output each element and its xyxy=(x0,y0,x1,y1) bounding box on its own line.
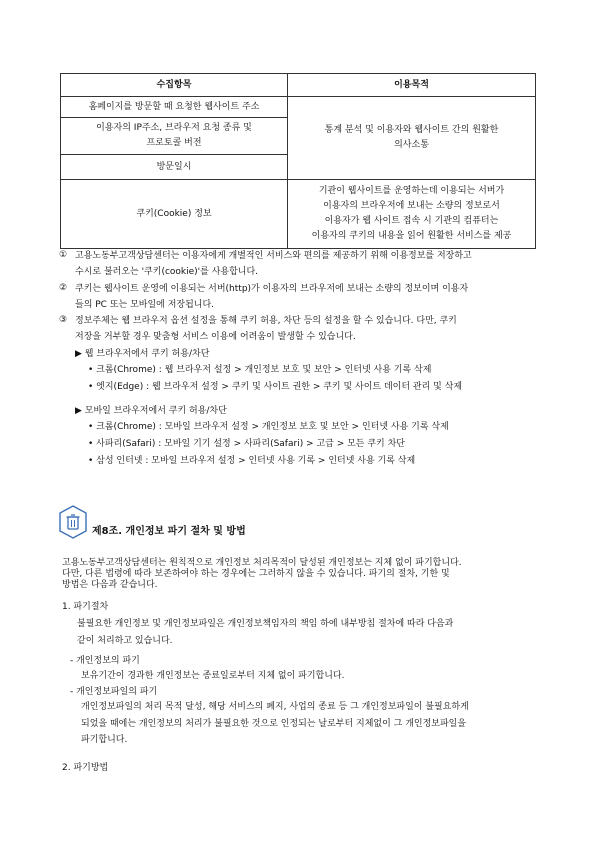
cell-line: 이용자의 IP주소, 브라우저 요청 종류 및 xyxy=(96,123,252,133)
intro-line: 방법은 다음과 같습니다. xyxy=(62,580,158,590)
note-marker: ① xyxy=(58,250,68,260)
note-line: 정보주체는 웹 브라우저 옵션 설정을 통해 쿠키 허용, 차단 등의 설정을 할 수 있습니다. 다만, 쿠키 xyxy=(75,316,457,326)
subsection-title: 1. 파기절차 xyxy=(62,602,109,612)
cookie-info-table xyxy=(60,73,536,249)
cell-line: 이용자가 웹 사이트 접속 시 기관의 컴퓨터는 xyxy=(324,216,499,226)
detail-text: 되었을 때에는 개인정보의 처리가 불필요한 것으로 인정되는 날로부터 지체없이 그 개인정보파일을 xyxy=(81,719,467,729)
table-cell: 방문일시 xyxy=(61,155,288,180)
list-item: • 크롬(Chrome) : 모바일 브라우저 설정 > 개인정보 보호 및 보안 > 인터넷 사용 기록 삭제 xyxy=(88,422,449,432)
note-marker: ③ xyxy=(58,315,68,325)
detail-text: 파기합니다. xyxy=(81,735,128,745)
table-cell-purpose xyxy=(288,97,536,180)
table-cell xyxy=(61,118,288,155)
list-item: • 삼성 인터넷 : 모바일 브라우저 설정 > 인터넷 사용 기록 > 인터넷 사용 기록 삭제 xyxy=(88,456,416,466)
detail-text: 개인정보파일의 처리 목적 달성, 해당 서비스의 폐지, 사업의 종료 등 그 개인정보파일이 불필요하게 xyxy=(81,702,469,712)
table-header-cell: 수집항목 xyxy=(61,74,288,97)
table-cell: 홈페이지를 방문할 때 요청한 웹사이트 주소 xyxy=(61,97,288,118)
detail-text: 보유기간이 경과한 개인정보는 종료일로부터 지체 없이 파기합니다. xyxy=(81,671,345,681)
cell-line: 프로토콜 버전 xyxy=(146,138,202,148)
note-line: 저장을 거부할 경우 맞춤형 서비스 이용에 어려움이 발생할 수 있습니다. xyxy=(75,332,356,342)
section-title: 제8조. 개인정보 파기 절차 및 방법 xyxy=(92,526,246,537)
mobile-browser-heading: ▶ 모바일 브라우저에서 쿠키 허용/차단 xyxy=(75,406,227,416)
note-line: 쿠키는 웹사이트 운영에 이용되는 서버(http)가 이용자의 브라우저에 보내는 소량의 정보이며 이용자 xyxy=(75,284,469,294)
cell-line: 이용자의 쿠키의 내용을 읽어 원활한 서비스를 제공 xyxy=(311,231,512,241)
list-item: • 크롬(Chrome) : 웹 브라우저 설정 > 개인정보 보호 및 보안 > 인터넷 사용 기록 삭제 xyxy=(88,365,432,375)
table-row xyxy=(61,97,536,118)
table-header-cell: 이용목적 xyxy=(288,74,536,97)
cell-line: 통계 분석 및 이용자와 웹사이트 간의 원활한 xyxy=(324,125,499,135)
detail-title: - 개인정보파일의 파기 xyxy=(70,687,158,697)
cell-line: 기관이 웹사이트를 운영하는데 이용되는 서버가 xyxy=(318,186,505,196)
paragraph-line: 같이 처리하고 있습니다. xyxy=(77,636,173,646)
note-line: 들의 PC 또는 모바일에 저장됩니다. xyxy=(75,300,215,310)
cell-line: 이용자의 브라우저에 보내는 소량의 정보로서 xyxy=(323,201,500,211)
cell-line: 의사소통 xyxy=(394,140,429,150)
subsection-title: 2. 파기방법 xyxy=(62,763,109,773)
detail-title: - 개인정보의 파기 xyxy=(70,656,140,666)
table-row xyxy=(61,180,536,249)
table-cell-purpose xyxy=(288,180,536,249)
intro-line: 다만, 다른 법령에 따라 보존하여야 하는 경우에는 그러하지 않을 수 있습니다. 파기의 절차, 기한 및 xyxy=(62,569,450,579)
trash-icon xyxy=(55,504,91,540)
web-browser-heading: ▶ 웹 브라우저에서 쿠키 허용/차단 xyxy=(75,349,210,359)
note-line: 고용노동부고객상담센터는 이용자에게 개별적인 서비스와 편의를 제공하기 위해 이용정보를 저장하고 xyxy=(75,251,472,261)
note-marker: ② xyxy=(58,283,68,293)
list-item: • 사파리(Safari) : 모바일 기기 설정 > 사파리(Safari) > 고급 > 모든 쿠키 차단 xyxy=(88,439,405,449)
intro-line: 고용노동부고객상담센터는 원칙적으로 개인정보 처리목적이 달성된 개인정보는 지체 없이 파기합니다. xyxy=(62,558,462,568)
table-header-row xyxy=(61,74,536,97)
paragraph-line: 불필요한 개인정보 및 개인정보파일은 개인정보책임자의 책임 하에 내부방침 절차에 따라 다음과 xyxy=(77,619,454,629)
note-line: 수시로 불러오는 '쿠키(cookie)'를 사용합니다. xyxy=(75,267,259,277)
table-cell: 쿠키(Cookie) 정보 xyxy=(61,180,288,249)
list-item: • 엣지(Edge) : 웹 브라우저 설정 > 쿠키 및 사이트 권한 > 쿠키 및 사이트 데이터 관리 및 삭제 xyxy=(88,382,463,392)
